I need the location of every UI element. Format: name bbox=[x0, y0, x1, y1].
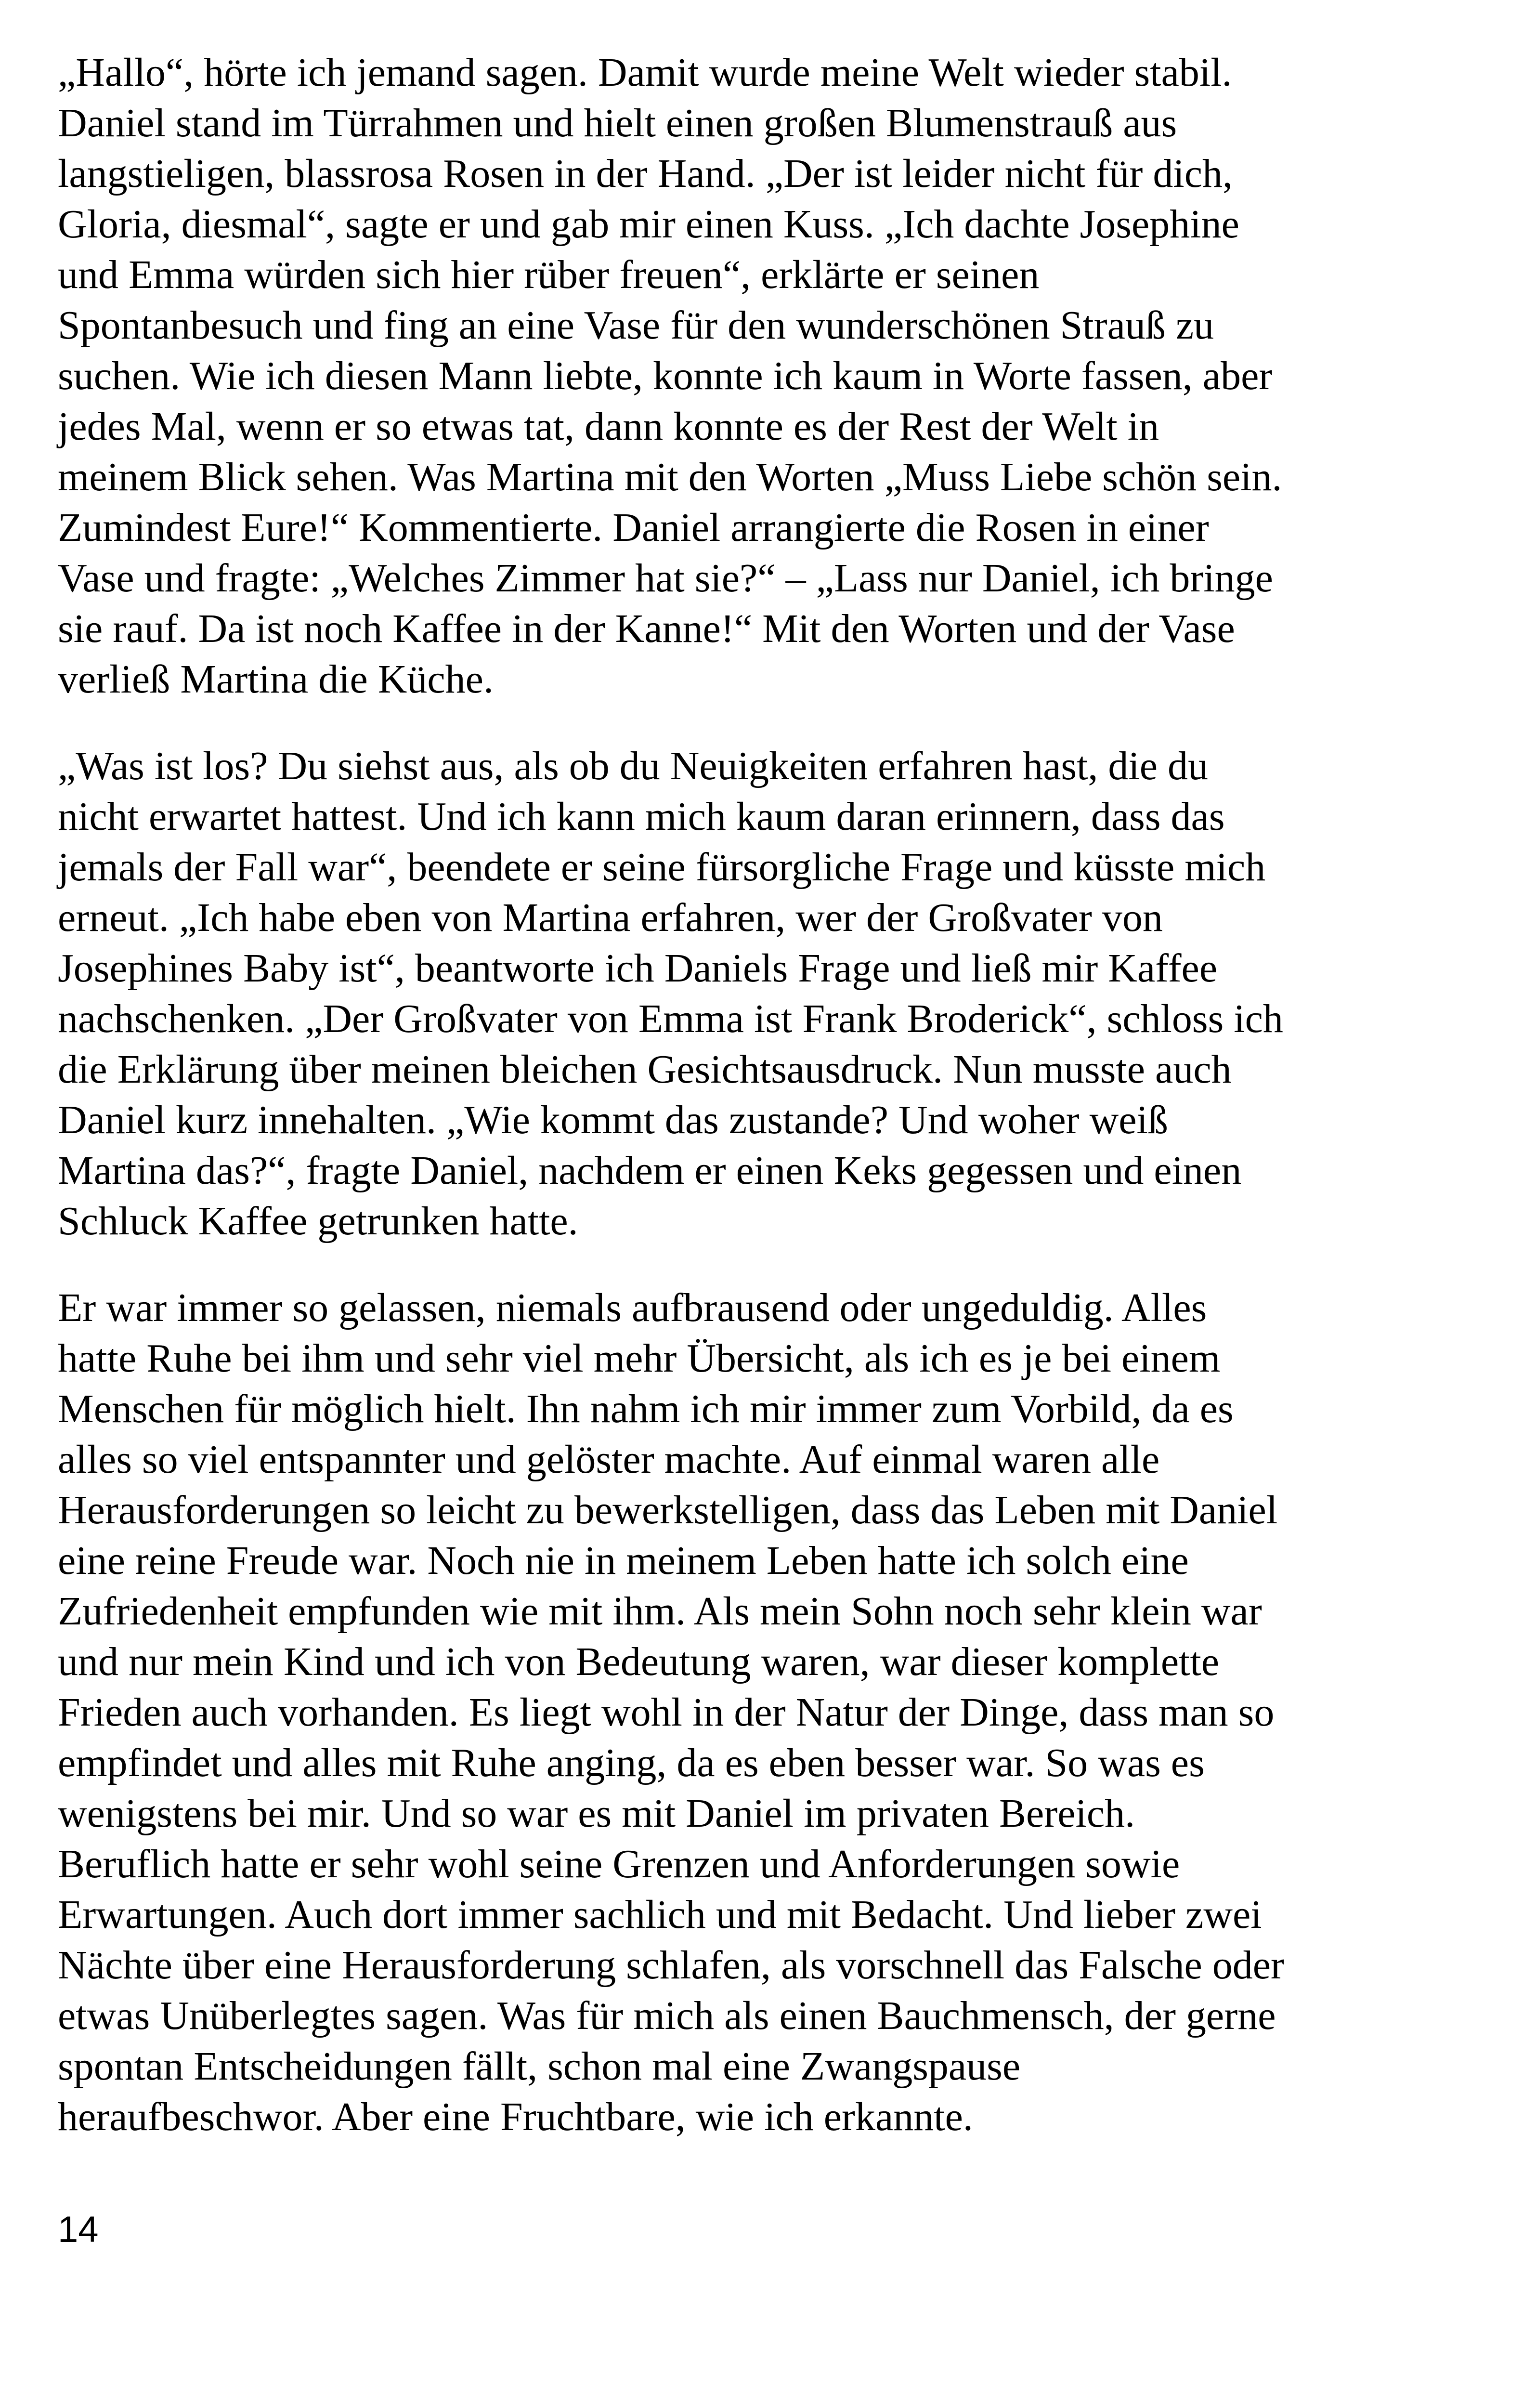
text-line: Zufriedenheit empfunden wie mit ihm. Als mein Sohn noch sehr klein war bbox=[58, 1589, 1262, 1634]
text-line: jemals der Fall war“, beendete er seine fürsorgliche Frage und küsste mich bbox=[58, 845, 1266, 890]
text-line: Daniel stand im Türrahmen und hielt einen großen Blumenstrauß aus bbox=[58, 101, 1177, 145]
text-line: alles so viel entspannter und gelöster machte. Auf einmal waren alle bbox=[58, 1437, 1160, 1482]
text-line: Schluck Kaffee getrunken hatte. bbox=[58, 1199, 578, 1243]
text-line: sie rauf. Da ist noch Kaffee in der Kanne!“ Mit den Worten und der Vase bbox=[58, 606, 1235, 651]
text-line: heraufbeschwor. Aber eine Fruchtbare, wie ich erkannte. bbox=[58, 2094, 973, 2139]
text-line: „Was ist los? Du siehst aus, als ob du Neuigkeiten erfahren hast, die du bbox=[58, 744, 1208, 788]
text-line: Beruflich hatte er sehr wohl seine Grenzen und Anforderungen sowie bbox=[58, 1842, 1180, 1886]
text-line: nachschenken. „Der Großvater von Emma ist Frank Broderick“, schloss ich bbox=[58, 996, 1283, 1041]
text-line: „Hallo“, hörte ich jemand sagen. Damit wurde meine Welt wieder stabil. bbox=[58, 50, 1232, 95]
paragraph-2 bbox=[58, 741, 1396, 1246]
text-line: und nur mein Kind und ich von Bedeutung waren, war dieser komplette bbox=[58, 1639, 1220, 1684]
text-line: hatte Ruhe bei ihm und sehr viel mehr Übersicht, als ich es je bei einem bbox=[58, 1336, 1221, 1381]
paragraph-1 bbox=[58, 47, 1396, 705]
text-line: Erwartungen. Auch dort immer sachlich und mit Bedacht. Und lieber zwei bbox=[58, 1892, 1262, 1937]
text-line: Gloria, diesmal“, sagte er und gab mir einen Kuss. „Ich dachte Josephine bbox=[58, 202, 1239, 247]
text-line: Daniel kurz innehalten. „Wie kommt das zustande? Und woher weiß bbox=[58, 1098, 1168, 1142]
paragraph-3 bbox=[58, 1283, 1396, 2142]
text-line: Zumindest Eure!“ Kommentierte. Daniel arrangierte die Rosen in einer bbox=[58, 505, 1209, 550]
text-line: empfindet und alles mit Ruhe anging, da es eben besser war. So was es bbox=[58, 1741, 1205, 1785]
text-line: Josephines Baby ist“, beantworte ich Daniels Frage und ließ mir Kaffee bbox=[58, 946, 1218, 991]
text-line: Er war immer so gelassen, niemals aufbrausend oder ungeduldig. Alles bbox=[58, 1285, 1207, 1330]
text-line: nicht erwartet hattest. Und ich kann mich kaum daran erinnern, dass das bbox=[58, 794, 1225, 839]
text-line: Nächte über eine Herausforderung schlafen, als vorschnell das Falsche oder bbox=[58, 1943, 1284, 1988]
text-line: die Erklärung über meinen bleichen Gesichtsausdruck. Nun musste auch bbox=[58, 1047, 1232, 1092]
page-number: 14 bbox=[58, 2209, 99, 2250]
text-line: jedes Mal, wenn er so etwas tat, dann konnte es der Rest der Welt in bbox=[58, 404, 1159, 449]
text-line: spontan Entscheidungen fällt, schon mal eine Zwangspause bbox=[58, 2044, 1021, 2089]
text-line: suchen. Wie ich diesen Mann liebte, konnte ich kaum in Worte fassen, aber bbox=[58, 353, 1273, 398]
text-line: Menschen für möglich hielt. Ihn nahm ich mir immer zum Vorbild, da es bbox=[58, 1387, 1234, 1431]
text-line: Vase und fragte: „Welches Zimmer hat sie?“ – „Lass nur Daniel, ich bringe bbox=[58, 556, 1273, 601]
text-line: Frieden auch vorhanden. Es liegt wohl in der Natur der Dinge, dass man so bbox=[58, 1690, 1275, 1735]
text-line: Spontanbesuch und fing an eine Vase für den wunderschönen Strauß zu bbox=[58, 303, 1214, 348]
text-line: Herausforderungen so leicht zu bewerkstelligen, dass das Leben mit Daniel bbox=[58, 1488, 1278, 1532]
text-line: etwas Unüberlegtes sagen. Was für mich als einen Bauchmensch, der gerne bbox=[58, 1993, 1276, 2038]
text-line: erneut. „Ich habe eben von Martina erfahren, wer der Großvater von bbox=[58, 895, 1163, 940]
text-line: und Emma würden sich hier rüber freuen“, erklärte er seinen bbox=[58, 252, 1040, 297]
text-line: langstieligen, blassrosa Rosen in der Hand. „Der ist leider nicht für dich, bbox=[58, 151, 1233, 196]
text-line: eine reine Freude war. Noch nie in meinem Leben hatte ich solch eine bbox=[58, 1538, 1189, 1583]
text-line: wenigstens bei mir. Und so war es mit Daniel im privaten Bereich. bbox=[58, 1791, 1135, 1836]
text-line: Martina das?“, fragte Daniel, nachdem er einen Keks gegessen und einen bbox=[58, 1148, 1242, 1193]
text-line: meinem Blick sehen. Was Martina mit den Worten „Muss Liebe schön sein. bbox=[58, 455, 1282, 499]
text-line: verließ Martina die Küche. bbox=[58, 657, 494, 702]
